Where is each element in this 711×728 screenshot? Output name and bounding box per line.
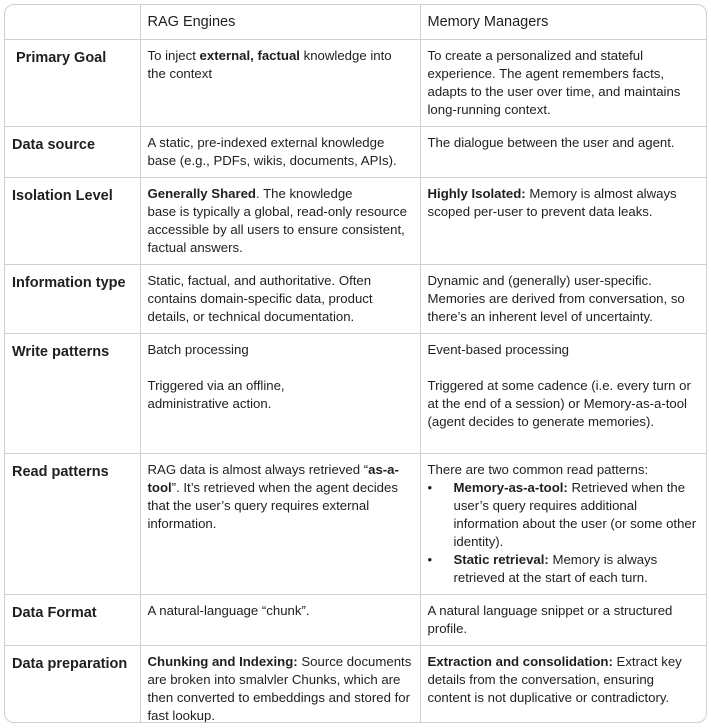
mem-isolation-rest: Memory is almost always scoped per-user to prevent data leaks.: [427, 186, 677, 219]
row-label-data-source: Data source: [5, 127, 140, 178]
rag-primary-goal: [140, 40, 420, 127]
rag-prep-bold: Chunking and Indexing:: [147, 654, 298, 669]
row-data-source: [5, 127, 706, 178]
mem-write-p2: Triggered at some cadence (i.e. every turn or at the end of a session) or Memory-as-a-tool (agent decides to generate memories).: [427, 378, 691, 429]
row-data-format: [5, 595, 706, 646]
mem-data-format: A natural language snippet or a structured profile.: [420, 595, 706, 646]
mem-read-bullet-list: [428, 479, 701, 587]
mem-read-b1-rest: Retrieved when the user’s query requires additional information about the user (or some other identity).: [453, 480, 697, 549]
row-label-read-patterns: Read patterns: [5, 454, 140, 595]
rag-isolation-level: [140, 178, 420, 265]
list-item: [428, 479, 701, 551]
rag-information-type: Static, factual, and authoritative. Often contains domain-specific data, product details, or technical documentation.: [140, 265, 420, 334]
header-rag-engines: RAG Engines: [140, 5, 420, 40]
rag-write-p1: Batch processing: [147, 342, 249, 357]
rag-read-patterns: [140, 454, 420, 595]
rag-read-pre: RAG data is almost always retrieved “: [147, 462, 369, 477]
bullet-icon: •: [427, 480, 433, 495]
mem-write-patterns: [420, 334, 706, 454]
rag-goal-pre: To inject: [147, 48, 200, 63]
mem-read-b1-bold: Memory-as-a-tool:: [453, 480, 568, 495]
row-label-write-patterns: Write patterns: [5, 334, 140, 454]
mem-primary-goal: To create a personalized and stateful experience. The agent remembers facts, adapts to the user over time, and maintains long-running context.: [420, 40, 706, 127]
mem-read-b2-bold: Static retrieval:: [453, 552, 549, 567]
row-read-patterns: [5, 454, 706, 595]
row-label-data-preparation: Data preparation: [5, 646, 140, 724]
mem-isolation-bold: Highly Isolated:: [427, 186, 526, 201]
comparison-table: [5, 5, 706, 723]
mem-read-b2-rest: Memory is always retrieved at the start of each turn.: [453, 552, 658, 585]
mem-read-intro: There are two common read patterns:: [427, 462, 649, 477]
rag-write-p2-line1: Triggered via an offline,: [147, 378, 285, 393]
row-label-information-type: Information type: [5, 265, 140, 334]
rag-isolation-line1: . The knowledge: [255, 186, 353, 201]
header-memory-managers: Memory Managers: [420, 5, 706, 40]
mem-read-patterns: [420, 454, 706, 595]
mem-data-preparation: [420, 646, 706, 724]
rag-data-preparation: [140, 646, 420, 724]
bullet-icon: •: [427, 552, 433, 567]
rag-isolation-line2: base is typically a global, read-only resource accessible by all users to ensure consistent, factual answers.: [147, 204, 407, 255]
rag-write-patterns: [140, 334, 420, 454]
row-label-data-format: Data Format: [5, 595, 140, 646]
rag-isolation-bold: Generally Shared: [147, 186, 256, 201]
header-row: [5, 5, 706, 40]
list-item: [428, 551, 701, 587]
rag-goal-bold: external, factual: [199, 48, 300, 63]
mem-write-p1: Event-based processing: [427, 342, 569, 357]
mem-prep-bold: Extraction and consolidation:: [427, 654, 613, 669]
comparison-table-frame: [4, 4, 707, 723]
mem-information-type: Dynamic and (generally) user-specific. Memories are derived from conversation, so there’s an inherent level of uncertainty.: [420, 265, 706, 334]
row-label-primary-goal: Primary Goal: [5, 40, 140, 127]
rag-goal-post: knowledge into the context: [147, 48, 392, 81]
rag-read-bold: as-a-tool: [147, 462, 399, 495]
row-primary-goal: [5, 40, 706, 127]
rag-prep-rest: Source documents are broken into smalvler Chunks, which are then converted to embeddings and stored for fast lookup.: [147, 654, 412, 723]
mem-prep-rest: Extract key details from the conversation, ensuring content is not duplicative or contradictory.: [427, 654, 682, 705]
row-isolation-level: [5, 178, 706, 265]
rag-data-format: A natural-language “chunk”.: [140, 595, 420, 646]
mem-data-source: The dialogue between the user and agent.: [420, 127, 706, 178]
row-write-patterns: [5, 334, 706, 454]
mem-isolation-level: [420, 178, 706, 265]
row-label-isolation-level: Isolation Level: [5, 178, 140, 265]
rag-read-post: ”. It’s retrieved when the agent decides that the user’s query requires external information.: [147, 480, 398, 531]
row-data-preparation: [5, 646, 706, 724]
row-information-type: [5, 265, 706, 334]
rag-data-source: A static, pre-indexed external knowledge base (e.g., PDFs, wikis, documents, APIs).: [140, 127, 420, 178]
rag-write-p2-line2: administrative action.: [147, 396, 272, 411]
header-empty-cell: [5, 5, 140, 40]
